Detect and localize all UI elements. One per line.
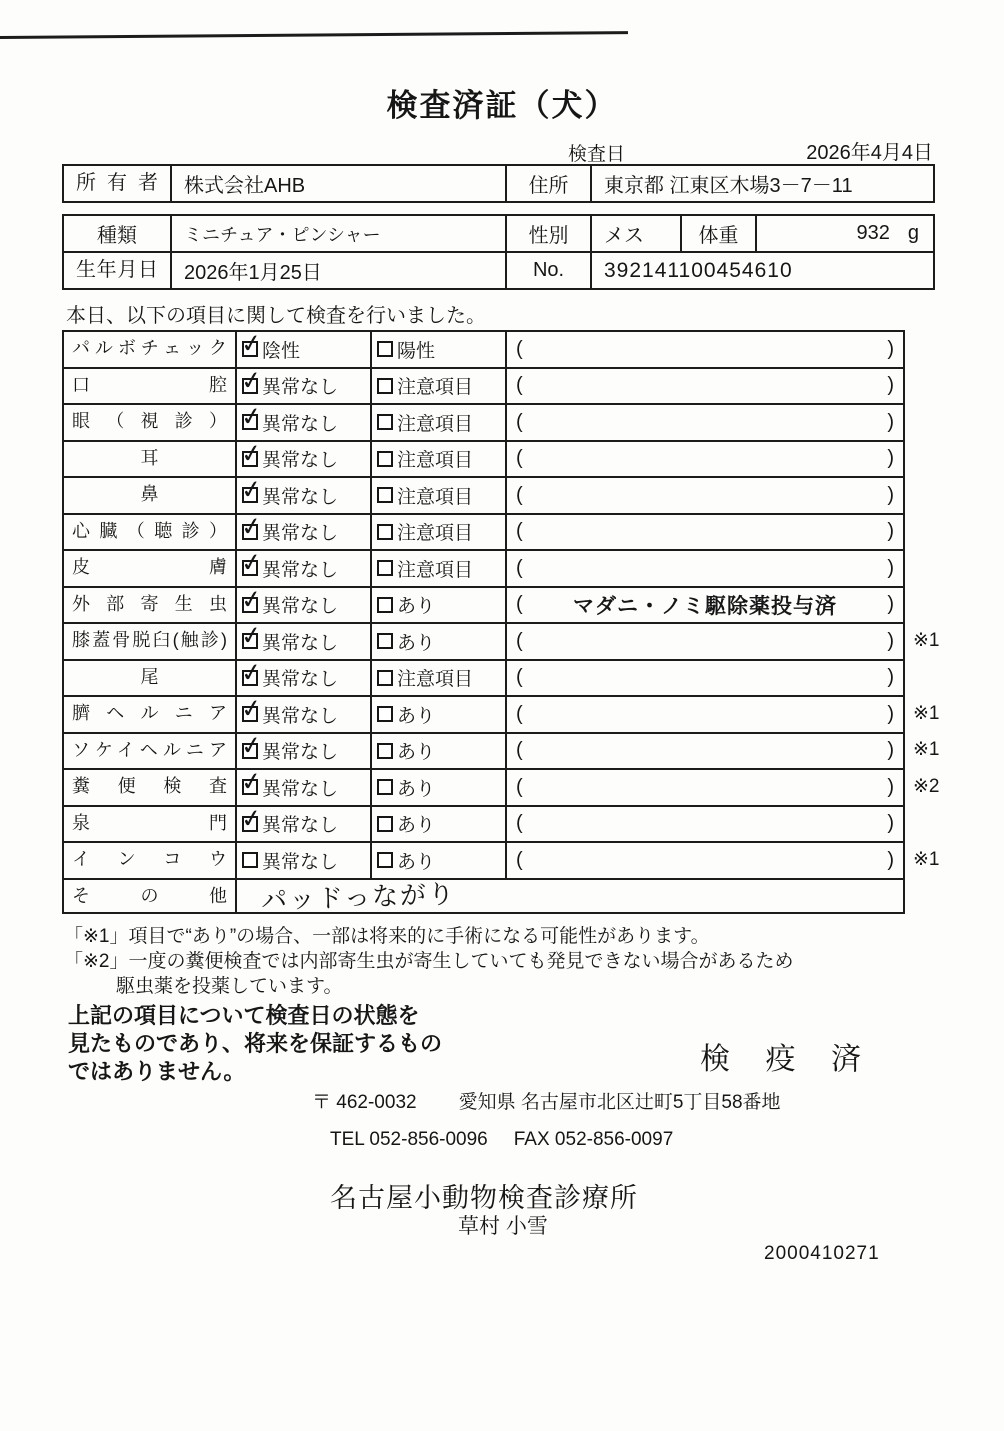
owner-table bbox=[62, 164, 935, 203]
checkbox-caution[interactable] bbox=[377, 414, 393, 430]
option1-cell bbox=[235, 586, 370, 623]
check-icon: ✓ bbox=[239, 730, 264, 762]
option2-label: あり bbox=[397, 632, 436, 654]
option2-cell bbox=[370, 403, 505, 440]
footnote-2-continued: 駆虫薬を投薬しています。 bbox=[116, 976, 343, 997]
check-icon: ✓ bbox=[239, 328, 264, 360]
check-icon: ✓ bbox=[239, 657, 264, 689]
remarks-cell bbox=[505, 622, 905, 659]
item-label: その他 bbox=[62, 878, 235, 915]
option2-label: 陽性 bbox=[397, 340, 436, 362]
paren-close: ) bbox=[887, 812, 894, 835]
inspection-row-inkou bbox=[62, 841, 950, 878]
paren-close: ) bbox=[887, 520, 894, 543]
paren-open: ( bbox=[516, 483, 523, 506]
checkbox-present[interactable] bbox=[377, 852, 393, 868]
option1-cell bbox=[235, 330, 370, 367]
remarks-cell bbox=[505, 586, 905, 623]
note-marker bbox=[905, 659, 950, 696]
birthdate-label: 生年月日 bbox=[62, 251, 170, 288]
scan-artifact-line bbox=[0, 31, 628, 39]
animal-table bbox=[62, 214, 935, 290]
item-label: 口腔 bbox=[62, 367, 235, 404]
option2-cell bbox=[370, 768, 505, 805]
breed-value: ミニチュア・ピンシャー bbox=[170, 214, 505, 251]
option1-label: 異常なし bbox=[262, 851, 339, 873]
address-label: 住所 bbox=[505, 164, 590, 201]
owner-row bbox=[62, 164, 935, 201]
clinic-address-line bbox=[312, 1087, 781, 1114]
paren-open: ( bbox=[516, 337, 523, 360]
checkbox-caution[interactable] bbox=[377, 378, 393, 394]
disclaimer bbox=[68, 1002, 442, 1086]
paren-close: ) bbox=[887, 739, 894, 762]
remarks-cell bbox=[505, 841, 905, 878]
option1-cell bbox=[235, 403, 370, 440]
remarks-cell bbox=[505, 695, 905, 732]
note-marker: ※1 bbox=[913, 739, 940, 761]
checkbox-no-abnormality[interactable] bbox=[239, 657, 264, 689]
checkbox-no-abnormality[interactable] bbox=[242, 852, 258, 868]
option1-label: 陰性 bbox=[262, 340, 301, 362]
item-label: パルボチェック bbox=[62, 330, 235, 367]
sex-value: メス bbox=[590, 214, 680, 251]
paren-close: ) bbox=[887, 775, 894, 798]
note-marker bbox=[905, 440, 950, 477]
checkbox-no-abnormality[interactable] bbox=[239, 766, 264, 798]
option2-cell bbox=[370, 805, 505, 842]
check-icon: ✓ bbox=[239, 547, 264, 579]
option1-cell bbox=[235, 476, 370, 513]
checkbox-present[interactable] bbox=[377, 816, 393, 832]
sex-label: 性別 bbox=[505, 214, 590, 251]
option2-label: 注意項目 bbox=[397, 413, 474, 435]
remarks-cell bbox=[505, 768, 905, 805]
option2-cell bbox=[370, 841, 505, 878]
note-marker bbox=[905, 586, 950, 623]
note-marker bbox=[905, 513, 950, 550]
inspection-row-external-parasites bbox=[62, 586, 950, 623]
paren-open: ( bbox=[516, 556, 523, 579]
check-icon: ✓ bbox=[239, 474, 264, 506]
breed-row bbox=[62, 214, 935, 251]
option2-label: 注意項目 bbox=[397, 377, 474, 399]
weight-label: 体重 bbox=[680, 214, 755, 251]
option1-label: 異常なし bbox=[262, 742, 339, 764]
option1-label: 異常なし bbox=[262, 596, 339, 618]
remarks-cell bbox=[505, 659, 905, 696]
checkbox-present[interactable] bbox=[377, 706, 393, 722]
checkbox-no-abnormality[interactable] bbox=[239, 438, 264, 470]
checkbox-no-abnormality[interactable] bbox=[239, 803, 264, 835]
inspection-row-parvo bbox=[62, 330, 950, 367]
checkbox-no-abnormality[interactable] bbox=[239, 730, 264, 762]
checkbox-caution[interactable] bbox=[377, 560, 393, 576]
checkbox-present[interactable] bbox=[377, 779, 393, 795]
clinic-tel: TEL 052-856-0096 bbox=[330, 1129, 488, 1150]
checkbox-no-abnormality[interactable] bbox=[239, 474, 264, 506]
owner-label: 所有者 bbox=[62, 164, 170, 201]
inspection-row-fecal-exam bbox=[62, 768, 950, 805]
remarks-cell bbox=[505, 367, 905, 404]
checkbox-present[interactable] bbox=[377, 743, 393, 759]
paren-open: ( bbox=[516, 775, 523, 798]
checkbox-present[interactable] bbox=[377, 597, 393, 613]
check-icon: ✓ bbox=[239, 620, 264, 652]
remarks-text: マダニ・ノミ駆除薬投与済 bbox=[573, 594, 837, 618]
remarks-cell bbox=[505, 330, 905, 367]
weight-value: 932 bbox=[856, 222, 890, 244]
paren-open: ( bbox=[516, 812, 523, 835]
check-icon: ✓ bbox=[239, 438, 264, 470]
option1-cell bbox=[235, 805, 370, 842]
item-label: 皮膚 bbox=[62, 549, 235, 586]
option2-cell bbox=[370, 440, 505, 477]
remarks-cell bbox=[505, 805, 905, 842]
option2-label: 注意項目 bbox=[397, 450, 474, 472]
option1-label: 異常なし bbox=[262, 815, 339, 837]
check-icon: ✓ bbox=[239, 803, 264, 835]
footnote-2: 「※2」一度の糞便検査では内部寄生虫が寄生していても発見できない場合があるため bbox=[64, 951, 794, 972]
checkbox-no-abnormality[interactable] bbox=[239, 511, 264, 543]
option2-label: あり bbox=[397, 742, 436, 764]
item-label: 心臓（聴診） bbox=[62, 513, 235, 550]
checkbox-no-abnormality[interactable] bbox=[239, 693, 264, 725]
paren-open: ( bbox=[516, 593, 523, 616]
option1-cell bbox=[235, 513, 370, 550]
owner-value: 株式会社AHB bbox=[170, 164, 505, 201]
remarks-cell bbox=[505, 476, 905, 513]
option1-label: 異常なし bbox=[262, 705, 339, 727]
option1-label: 異常なし bbox=[262, 632, 339, 654]
inspection-row-fontanelle bbox=[62, 805, 950, 842]
clinic-address: 愛知県 名古屋市北区辻町5丁目58番地 bbox=[458, 1092, 781, 1113]
option2-label: 注意項目 bbox=[397, 486, 474, 508]
postal-code: 〒 462-0032 bbox=[312, 1092, 417, 1113]
option2-label: あり bbox=[397, 851, 436, 873]
item-label: インコウ bbox=[62, 841, 235, 878]
intro-statement: 本日、以下の項目に関して検査を行いました。 bbox=[66, 305, 486, 327]
paren-close: ) bbox=[887, 374, 894, 397]
disclaimer-line-3: ではありません。 bbox=[68, 1059, 246, 1084]
check-icon: ✓ bbox=[239, 584, 264, 616]
inspection-row-skin bbox=[62, 549, 950, 586]
no-value: 392141100454610 bbox=[590, 251, 935, 288]
option2-cell bbox=[370, 622, 505, 659]
paren-close: ) bbox=[887, 556, 894, 579]
checkbox-no-abnormality[interactable] bbox=[239, 401, 264, 433]
option2-cell bbox=[370, 476, 505, 513]
address-value: 東京都 江東区木場3－7－11 bbox=[590, 164, 935, 201]
note-marker: ※1 bbox=[913, 702, 940, 724]
note-marker bbox=[905, 805, 950, 842]
checkbox-caution[interactable] bbox=[377, 524, 393, 540]
paren-open: ( bbox=[516, 374, 523, 397]
handwritten-note: パッドっながり bbox=[260, 878, 457, 916]
option1-cell bbox=[235, 768, 370, 805]
inspection-date-label: 検査日 bbox=[568, 144, 626, 165]
checkbox-no-abnormality[interactable] bbox=[239, 547, 264, 579]
paren-close: ) bbox=[887, 666, 894, 689]
note-marker bbox=[905, 549, 950, 586]
disclaimer-line-2: 見たものであり、将来を保証するもの bbox=[68, 1031, 443, 1056]
checkbox-no-abnormality[interactable] bbox=[239, 620, 264, 652]
checkbox-no-abnormality[interactable] bbox=[239, 584, 264, 616]
paren-open: ( bbox=[516, 666, 523, 689]
option2-cell bbox=[370, 513, 505, 550]
paren-open: ( bbox=[516, 739, 523, 762]
footnote-1: 「※1」項目で“あり”の場合、一部は将来的に手術になる可能性があります。 bbox=[64, 926, 710, 947]
item-label: 鼻 bbox=[62, 476, 235, 513]
other-remarks-cell bbox=[235, 878, 905, 915]
inspection-row-tail bbox=[62, 659, 950, 696]
option1-cell bbox=[235, 440, 370, 477]
paren-close: ) bbox=[887, 483, 894, 506]
option1-cell bbox=[235, 659, 370, 696]
remarks-cell bbox=[505, 732, 905, 769]
option2-label: あり bbox=[397, 815, 436, 837]
option2-label: 注意項目 bbox=[397, 669, 474, 691]
remarks-cell bbox=[505, 403, 905, 440]
note-marker: ※1 bbox=[913, 629, 940, 651]
paren-close: ) bbox=[887, 848, 894, 871]
inspection-row-inguinal-hernia bbox=[62, 732, 950, 769]
option2-cell bbox=[370, 586, 505, 623]
paren-close: ) bbox=[887, 410, 894, 433]
option1-cell bbox=[235, 695, 370, 732]
birthdate-value: 2026年1月25日 bbox=[170, 251, 505, 288]
option2-cell bbox=[370, 659, 505, 696]
option1-label: 異常なし bbox=[262, 778, 339, 800]
option1-label: 異常なし bbox=[262, 413, 339, 435]
option2-cell bbox=[370, 549, 505, 586]
note-marker: ※1 bbox=[913, 848, 940, 870]
weight-cell bbox=[755, 214, 935, 251]
inspection-row-umbilical-hernia bbox=[62, 695, 950, 732]
paren-close: ) bbox=[887, 337, 894, 360]
checkbox-positive[interactable] bbox=[377, 341, 393, 357]
check-icon: ✓ bbox=[239, 365, 264, 397]
inspection-row-other bbox=[62, 878, 950, 915]
item-label: 外部寄生虫 bbox=[62, 586, 235, 623]
option2-cell bbox=[370, 695, 505, 732]
option2-label: あり bbox=[397, 705, 436, 727]
checkbox-present[interactable] bbox=[377, 633, 393, 649]
footnotes bbox=[64, 924, 794, 999]
paren-close: ) bbox=[887, 593, 894, 616]
item-label: 膝蓋骨脱臼(触診) bbox=[62, 622, 235, 659]
inspection-row-eyes bbox=[62, 403, 950, 440]
option2-label: 注意項目 bbox=[397, 559, 474, 581]
remarks-cell bbox=[505, 440, 905, 477]
paren-close: ) bbox=[887, 447, 894, 470]
option1-label: 異常なし bbox=[262, 523, 339, 545]
option1-cell bbox=[235, 841, 370, 878]
paren-close: ) bbox=[887, 702, 894, 725]
veterinarian-name: 草村 小雪 bbox=[458, 1215, 548, 1238]
note-marker bbox=[905, 367, 950, 404]
option1-cell bbox=[235, 732, 370, 769]
quarantine-stamp: 検 疫 済 bbox=[700, 1043, 875, 1076]
option2-cell bbox=[370, 732, 505, 769]
option2-label: あり bbox=[397, 596, 436, 618]
option1-label: 異常なし bbox=[262, 486, 339, 508]
paren-open: ( bbox=[516, 520, 523, 543]
checkbox-caution[interactable] bbox=[377, 451, 393, 467]
note-marker bbox=[905, 476, 950, 513]
note-marker bbox=[905, 878, 950, 915]
option1-cell bbox=[235, 549, 370, 586]
check-icon: ✓ bbox=[239, 693, 264, 725]
option2-cell bbox=[370, 330, 505, 367]
paren-open: ( bbox=[516, 447, 523, 470]
inspection-row-ears bbox=[62, 440, 950, 477]
clinic-fax: FAX 052-856-0097 bbox=[513, 1129, 674, 1150]
check-icon: ✓ bbox=[239, 766, 264, 798]
paren-open: ( bbox=[516, 410, 523, 433]
option1-cell bbox=[235, 622, 370, 659]
option1-label: 異常なし bbox=[262, 669, 339, 691]
item-label: 糞便検査 bbox=[62, 768, 235, 805]
inspection-row-patella bbox=[62, 622, 950, 659]
item-label: ソケイヘルニア bbox=[62, 732, 235, 769]
option1-label: 異常なし bbox=[262, 377, 339, 399]
option2-label: あり bbox=[397, 778, 436, 800]
item-label: 眼（視診） bbox=[62, 403, 235, 440]
paren-open: ( bbox=[516, 629, 523, 652]
note-marker bbox=[905, 403, 950, 440]
option2-label: 注意項目 bbox=[397, 523, 474, 545]
option1-label: 異常なし bbox=[262, 559, 339, 581]
paren-open: ( bbox=[516, 702, 523, 725]
inspection-table bbox=[62, 330, 950, 914]
inspection-row-nose bbox=[62, 476, 950, 513]
check-icon: ✓ bbox=[239, 511, 264, 543]
no-label: No. bbox=[505, 251, 590, 288]
serial-number: 2000410271 bbox=[764, 1243, 880, 1264]
checkbox-caution[interactable] bbox=[377, 487, 393, 503]
checkbox-caution[interactable] bbox=[377, 670, 393, 686]
item-label: 泉門 bbox=[62, 805, 235, 842]
option1-label: 異常なし bbox=[262, 450, 339, 472]
breed-label: 種類 bbox=[62, 214, 170, 251]
option1-cell bbox=[235, 367, 370, 404]
paren-close: ) bbox=[887, 629, 894, 652]
inspection-row-heart bbox=[62, 513, 950, 550]
weight-unit: g bbox=[907, 222, 919, 244]
disclaimer-line-1: 上記の項目について検査日の状態を bbox=[68, 1003, 420, 1028]
note-marker: ※2 bbox=[913, 775, 940, 797]
note-marker bbox=[905, 330, 950, 367]
remarks-cell bbox=[505, 549, 905, 586]
checkbox-no-abnormality[interactable] bbox=[239, 365, 264, 397]
item-label: 尾 bbox=[62, 659, 235, 696]
item-label: 臍ヘルニア bbox=[62, 695, 235, 732]
checkbox-negative[interactable] bbox=[239, 328, 264, 360]
check-icon: ✓ bbox=[239, 401, 264, 433]
birthdate-row bbox=[62, 251, 935, 288]
remarks-cell bbox=[505, 513, 905, 550]
clinic-phone-line bbox=[330, 1129, 673, 1151]
option2-cell bbox=[370, 367, 505, 404]
inspection-date-value: 2026年4月4日 bbox=[806, 142, 933, 164]
item-label: 耳 bbox=[62, 440, 235, 477]
inspection-row-mouth bbox=[62, 367, 950, 404]
clinic-name: 名古屋小動物検査診療所 bbox=[330, 1183, 638, 1213]
paren-open: ( bbox=[516, 848, 523, 871]
document-title: 検査済証（犬） bbox=[386, 88, 618, 123]
